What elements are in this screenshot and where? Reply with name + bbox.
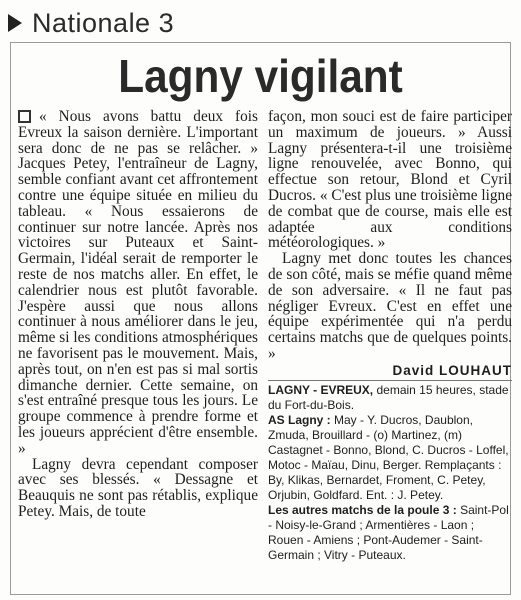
article-column-right (268, 109, 512, 563)
match-info-box (268, 380, 512, 563)
section-label: Nationale 3 (32, 7, 175, 38)
paragraph-intro (18, 109, 258, 457)
paragraph-intro-text: « Nous avons battu deux fois Evreux la saison dernière. L'important sera donc de ne pas se relâcher. » Jacques Petey, l'entraîneur de Lagny, semble confiant avant cet affrontement contre une équipe située en milieu du tableau. « Nous essaierons de continuer sur notre lancée. Après nos victoires sur Puteaux et Saint-Germain, l'idéal serait de remporter le reste de nos matchs aller. En effet, le calendrier nous est plutôt favorable. J'espère aussi que nous allons continuer à nous améliorer dans le jeu, même si les conditions atmosphériques ne favorisent pas le mouvement. Mais, après tout, on n'en est pas si mal sortis dimanche dernier. Cette semaine, on s'est entraîné presque tous les jours. Le groupe commence à prendre forme et les joueurs apprécient d'être ensemble. » (18, 108, 258, 457)
section-rubric (8, 8, 174, 38)
match-info (268, 383, 512, 413)
team-detail: May - Y. Ducros, Daublon, Zmuda, Brouillard - (o) Martinez, (m) Castagnet - Bonno, Blond, C. Ducros - Loffel, Motoc - Maïau, Dinu, Berger. Remplaçants : By, Klikas, Bernardet, Froment, C. Petey, Orjubin, Goldfard. Ent. : J. Petey. (268, 412, 509, 502)
square-marker-icon (18, 110, 31, 123)
paragraph-injuries: Lagny devra cependant composer avec ses blessés. « Dessagne et Beauquis ne sont pas rétablis, explique Petey. Mais, de toute (18, 455, 258, 520)
team-lineup (268, 413, 512, 503)
article-headline: Lagny vigilant (118, 50, 403, 102)
author-byline: David LOUHAUT (392, 362, 512, 378)
other-matches (268, 503, 512, 563)
match-label: LAGNY - EVREUX, (268, 382, 374, 397)
paragraph-opponent: Lagny met donc toutes les chances de son côté, mais se méfie quand même de son adversaire. « Il ne faut pas négliger Evreux. C'est en effet une équipe expérimentée qui n'a perdu certains matchs que de quelques points. » (268, 250, 512, 362)
other-matches-label: Les autres matchs de la poule 3 : (268, 502, 457, 517)
match-detail: demain 15 heures, stade du Fort-du-Bois. (268, 382, 509, 412)
paragraph-continuation: façon, mon souci est de faire participer un maximum de joueurs. » Aussi Lagny présentera-t-il une troisième ligne renouvelée, avec Bonno, qui effectue son retour, Blond et Cyril Ducros. « C'est plus une troisième ligne de combat que de course, mais elle est adaptée aux conditions météorologiques. » (268, 108, 512, 252)
article-column-left (18, 109, 258, 520)
triangle-bullet-icon (8, 14, 22, 32)
team-label: AS Lagny : (268, 412, 331, 427)
other-matches-detail: Saint-Pol - Noisy-le-Grand ; Armentières - Laon ; Rouen - Amiens ; Pont-Audemer - Saint-Germain ; Vitry - Puteaux. (268, 502, 509, 562)
